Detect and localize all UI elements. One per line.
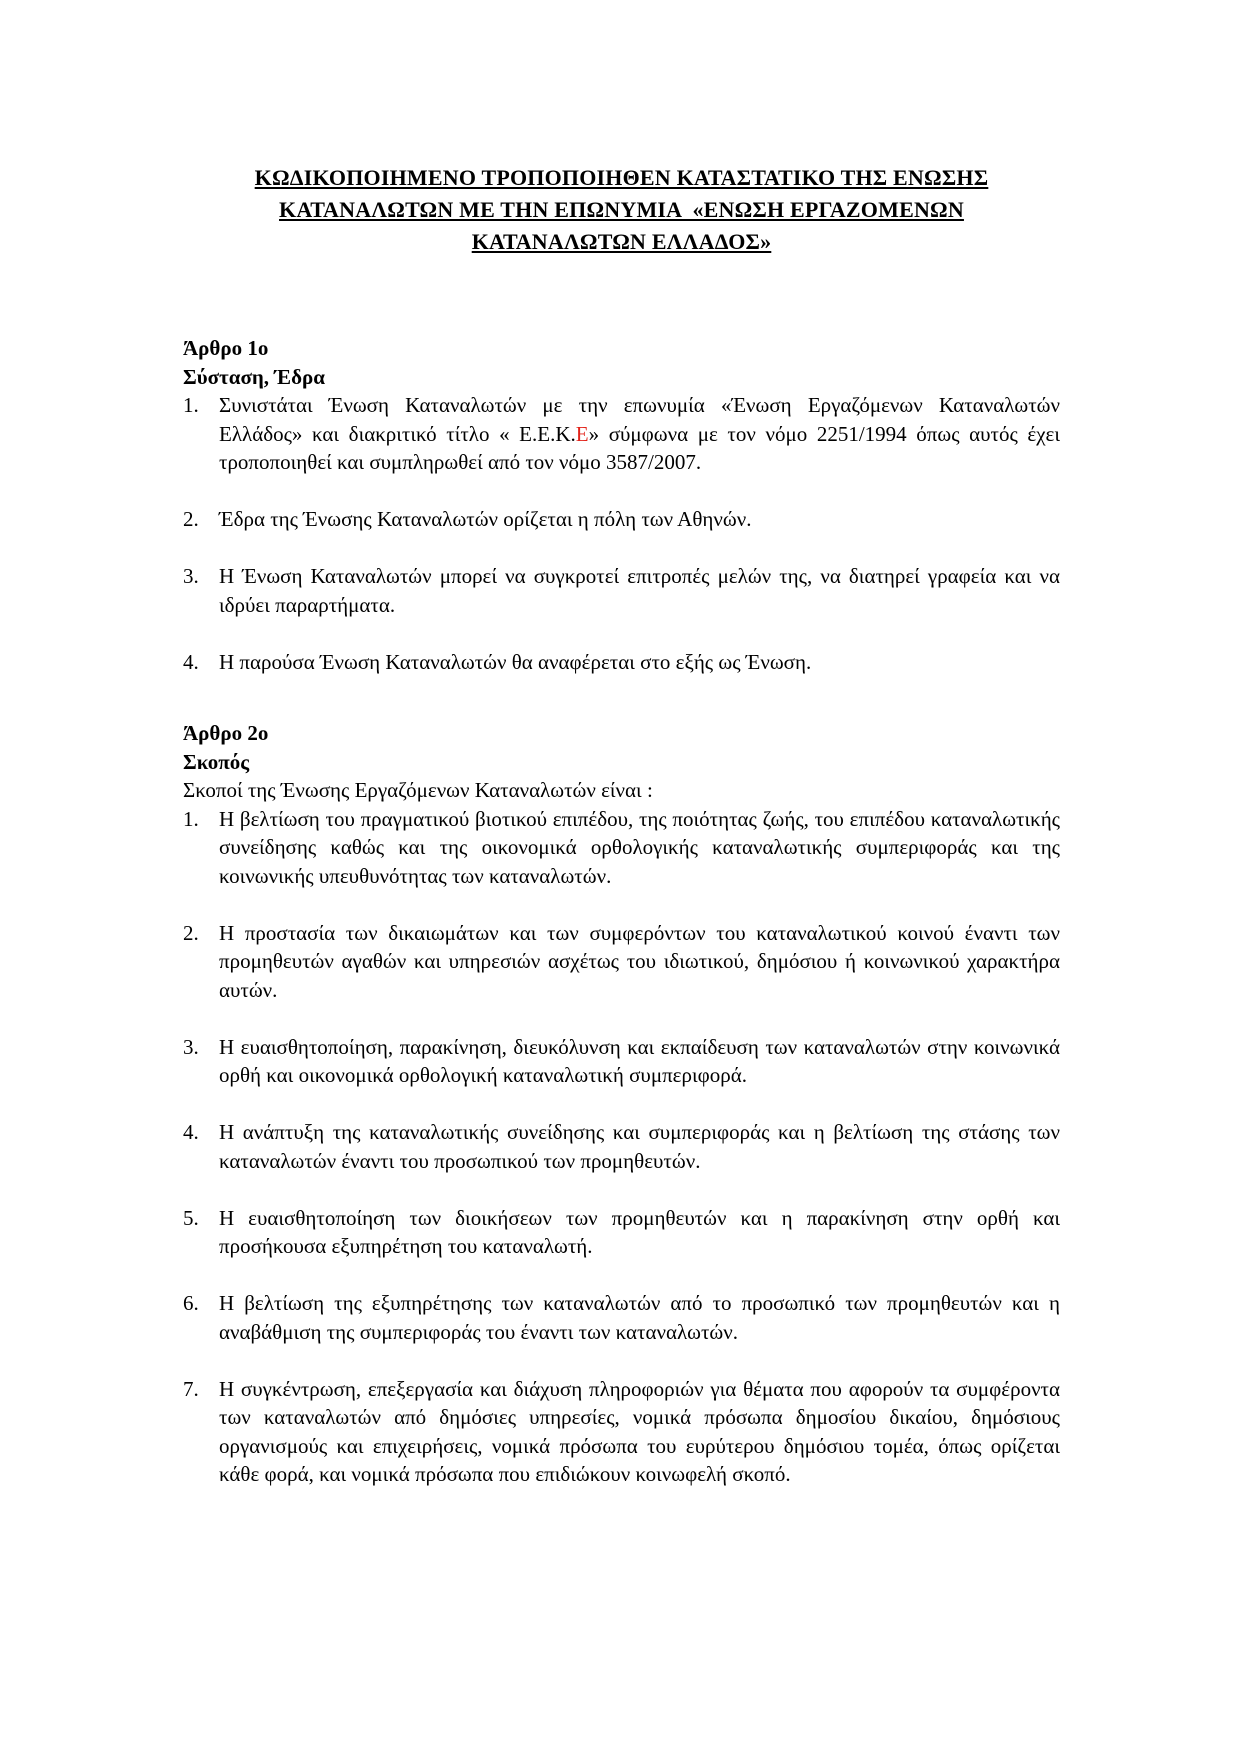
list-item: [183, 805, 1060, 891]
article-1-heading: Άρθρο 1ο: [183, 336, 269, 360]
article-1-list: [183, 391, 1060, 676]
article-2-heading: Άρθρο 2ο: [183, 721, 269, 745]
list-item: [183, 1118, 1060, 1175]
list-item: [183, 1033, 1060, 1090]
document-title-line-2: ΚΑΤΑΝΑΛΩΤΩΝ ΜΕ ΤΗΝ ΕΠΩΝΥΜΙΑ «ΕΝΩΣΗ ΕΡΓΑΖΟΜΕΝΩΝ: [279, 197, 964, 222]
list-item-text: Η ανάπτυξη της καταναλωτικής συνείδησης και συμπεριφοράς και η βελτίωση της στάσης των καταναλωτών έναντι του προσωπικού των προμηθευτών.: [219, 1120, 1060, 1173]
list-item-text: Η ευαισθητοποίηση των διοικήσεων των προμηθευτών και η παρακίνηση στην ορθή και προσήκουσα εξυπηρέτηση του καταναλωτή.: [219, 1205, 1060, 1258]
list-item: [183, 562, 1060, 619]
list-item-text: Η Ένωση Καταναλωτών μπορεί να συγκροτεί επιτροπές μελών της, να διατηρεί γραφεία και να ιδρύει παραρτήματα.: [219, 564, 1060, 617]
list-item: [183, 1375, 1060, 1489]
list-item-text: Η βελτίωση της εξυπηρέτησης των καταναλωτών από το προσωπικό των προμηθευτών και η αναβάθμιση της συμπεριφοράς του έναντι των καταναλωτών.: [219, 1291, 1060, 1344]
list-item-text: Η παρούσα Ένωση Καταναλωτών θα αναφέρεται στο εξής ως Ένωση.: [219, 649, 812, 674]
list-item: [183, 919, 1060, 1005]
highlighted-letter: Ε: [575, 421, 589, 446]
article-1-subheading: Σύσταση, Έδρα: [183, 364, 325, 389]
list-item-text: Έδρα της Ένωσης Καταναλωτών ορίζεται η πόλη των Αθηνών.: [219, 507, 752, 531]
article-2-list: [183, 805, 1060, 1489]
article-1-section: [183, 334, 1060, 676]
list-item: [183, 1289, 1060, 1346]
article-2-intro: Σκοποί της Ένωσης Εργαζόμενων Καταναλωτών είναι :: [183, 778, 653, 802]
document-title-line-1: ΚΩΔΙΚΟΠΟΙΗΜΕΝΟ ΤΡΟΠΟΠΟΙΗΘΕΝ ΚΑΤΑΣΤΑΤΙΚΟ ΤΗΣ ΕΝΩΣΗΣ: [254, 165, 989, 190]
list-item: [183, 391, 1060, 477]
article-2-section: [183, 719, 1060, 1489]
list-item: [183, 505, 1060, 534]
list-item-text: Η συγκέντρωση, επεξεργασία και διάχυση πληροφοριών για θέματα που αφορούν τα συμφέροντα των καταναλωτών από δημόσιες υπηρεσίες, νομικά πρόσωπα δημοσίου δικαίου, δημόσιους οργανισμούς και επιχειρήσεις, νομικά πρόσωπα του ευρύτερου δημόσιου τομέα, όπως ορίζεται κάθε φορά, και νομικά πρόσωπα που επιδιώκουν κοινωφελή σκοπό.: [219, 1376, 1060, 1486]
list-item-text: » σύμφωνα με τον νόμο 2251/1994 όπως αυτός έχει τροποποιηθεί και συμπληρωθεί από τον νόμο 3587/2007.: [219, 421, 1060, 474]
document-title-line-3: ΚΑΤΑΝΑΛΩΤΩΝ ΕΛΛΑΔΟΣ»: [471, 229, 772, 254]
article-2-subheading: Σκοπός: [183, 749, 250, 774]
list-item: [183, 648, 1060, 677]
list-item-text: Η ευαισθητοποίηση, παρακίνηση, διευκόλυνση και εκπαίδευση των καταναλωτών στην κοινωνικά ορθή και οικονομικά ορθολογική καταναλωτική συμπεριφορά.: [219, 1034, 1060, 1087]
list-item-text: Συνιστάται Ένωση Καταναλωτών με την επωνυμία «Ένωση Εργαζόμενων Καταναλωτών Ελλάδος» και διακριτικό τίτλο « Ε.Ε.Κ.: [219, 393, 1060, 446]
document-title: [183, 162, 1060, 258]
list-item-text: Η προστασία των δικαιωμάτων και των συμφερόντων του καταναλωτικού κοινού έναντι των προμηθευτών αγαθών και υπηρεσιών ασχέτως του ιδιωτικού, δημόσιου ή κοινωνικού χαρακτήρα αυτών.: [219, 920, 1060, 1002]
list-item: [183, 1204, 1060, 1261]
list-item-text: Η βελτίωση του πραγματικού βιοτικού επιπέδου, της ποιότητας ζωής, του επιπέδου καταναλωτικής συνείδησης καθώς και της οικονομικά ορθολογικής καταναλωτικής συμπεριφοράς και της κοινωνικής υπευθυνότητας των καταναλωτών.: [219, 806, 1060, 888]
